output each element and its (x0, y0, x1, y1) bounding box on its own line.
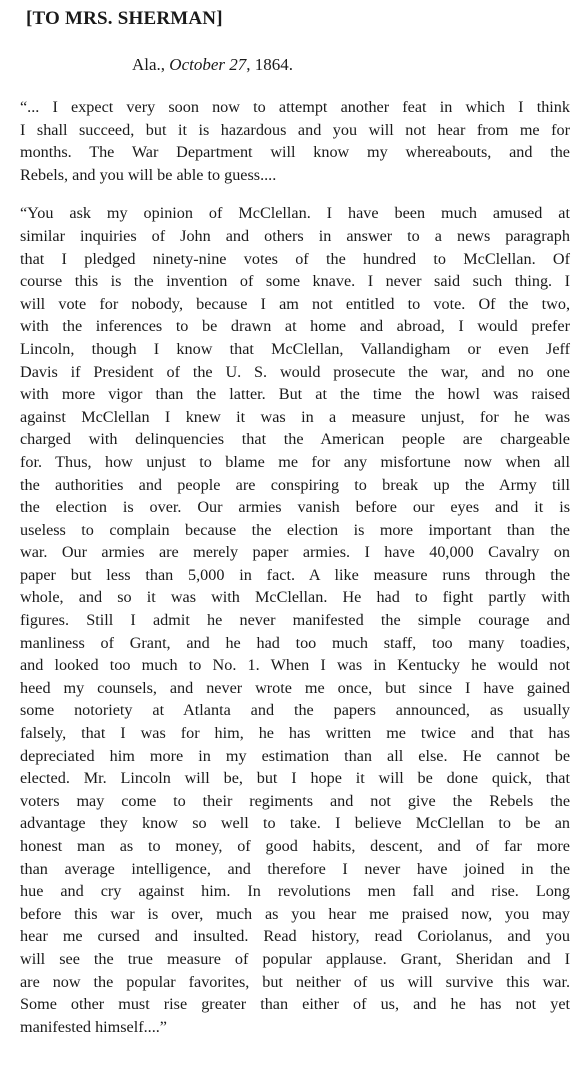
text-line: are now the popular favorites, but neither of us will survive this war. (20, 972, 570, 991)
text-line: some notoriety at Atlanta and the papers announced, as usually (20, 701, 570, 720)
text-line: for. Thus, how unjust to blame me for any misfortune now when all (20, 452, 570, 471)
text-line: useless to complain because the election is more important than the (20, 520, 570, 539)
text-line: manliness of Grant, and he had too much staff, too many toadies, (20, 633, 570, 652)
text-line: war. Our armies are merely paper armies. I have 40,000 Cavalry on (20, 543, 570, 562)
text-line: that I pledged ninety-nine votes of the hundred to McClellan. Of (20, 249, 570, 268)
letter-paragraph-1 (20, 96, 570, 186)
text-line: manifested himself....” (20, 1017, 167, 1036)
text-line: figures. Still I admit he never manifested the simple courage and (20, 611, 570, 630)
dateline-month-day: October 27 (169, 55, 247, 74)
text-line: Davis if President of the U. S. would prosecute the war, and no one (20, 362, 570, 381)
text-line: the authorities and people are conspiring to break up the Army till (20, 475, 570, 494)
text-line: will vote for nobody, because I am not entitled to vote. Of the two, (20, 294, 570, 313)
text-line: course this is the invention of some knave. I never said such thing. I (20, 272, 570, 291)
text-line: with the inferences to be drawn at home and abroad, I would prefer (20, 317, 570, 336)
text-line: depreciated him more in my estimation than all else. He cannot be (20, 746, 570, 765)
text-line: Lincoln, though I know that McClellan, Vallandigham or even Jeff (20, 339, 570, 358)
text-line: and looked too much to No. 1. When I was in Kentucky he would not (20, 656, 570, 675)
text-line: before this war is over, much as you hear me praised now, you may (20, 904, 570, 923)
text-line: I shall succeed, but it is hazardous and you will not hear from me for (20, 120, 570, 139)
letter-paragraph-2 (20, 202, 570, 1038)
text-line: Rebels, and you will be able to guess.... (20, 165, 277, 184)
text-line: months. The War Department will know my whereabouts, and the (20, 143, 570, 162)
text-line: “You ask my opinion of McClellan. I have been much amused at (20, 204, 570, 223)
text-line: will see the true measure of popular applause. Grant, Sheridan and I (20, 949, 570, 968)
dateline (132, 54, 570, 76)
text-line: paper but less than 5,000 in fact. A like measure runs through the (20, 565, 570, 584)
text-line: whole, and so it was with McClellan. He had to fight partly with (20, 588, 570, 607)
text-line: Some other must rise greater than either of us, and he has not yet (20, 995, 570, 1014)
text-line: against McClellan I knew it was in a measure unjust, for he was (20, 407, 570, 426)
text-line: heed my counsels, and never wrote me once, but since I have gained (20, 678, 570, 697)
text-line: hue and cry against him. In revolutions men fall and rise. Long (20, 882, 570, 901)
text-line: charged with delinquencies that the American people are chargeable (20, 430, 570, 449)
text-line: voters may come to their regiments and not give the Rebels the (20, 791, 570, 810)
text-line: similar inquiries of John and others in answer to a news paragraph (20, 226, 570, 245)
letter-heading: [TO MRS. SHERMAN] (26, 8, 223, 29)
text-line: elected. Mr. Lincoln will be, but I hope it will be done quick, that (20, 769, 570, 788)
text-line: advantage they know so well to take. I believe McClellan to be an (20, 814, 570, 833)
text-line: “... I expect very soon now to attempt another feat in which I think (20, 98, 570, 116)
text-line: than average intelligence, and therefore I never have joined in the (20, 859, 570, 878)
text-line: with more vigor than the latter. But at the time the howl was raised (20, 385, 570, 404)
text-line: hear me cursed and insulted. Read history, read Coriolanus, and you (20, 927, 570, 946)
text-line: the election is over. Our armies vanish before our eyes and it is (20, 498, 570, 517)
text-line: falsely, that I was for him, he has written me twice and that has (20, 724, 570, 743)
dateline-year: , 1864. (246, 55, 294, 74)
dateline-place: Ala., (132, 55, 170, 74)
text-line: honest man as to money, of good habits, descent, and of far more (20, 837, 570, 855)
